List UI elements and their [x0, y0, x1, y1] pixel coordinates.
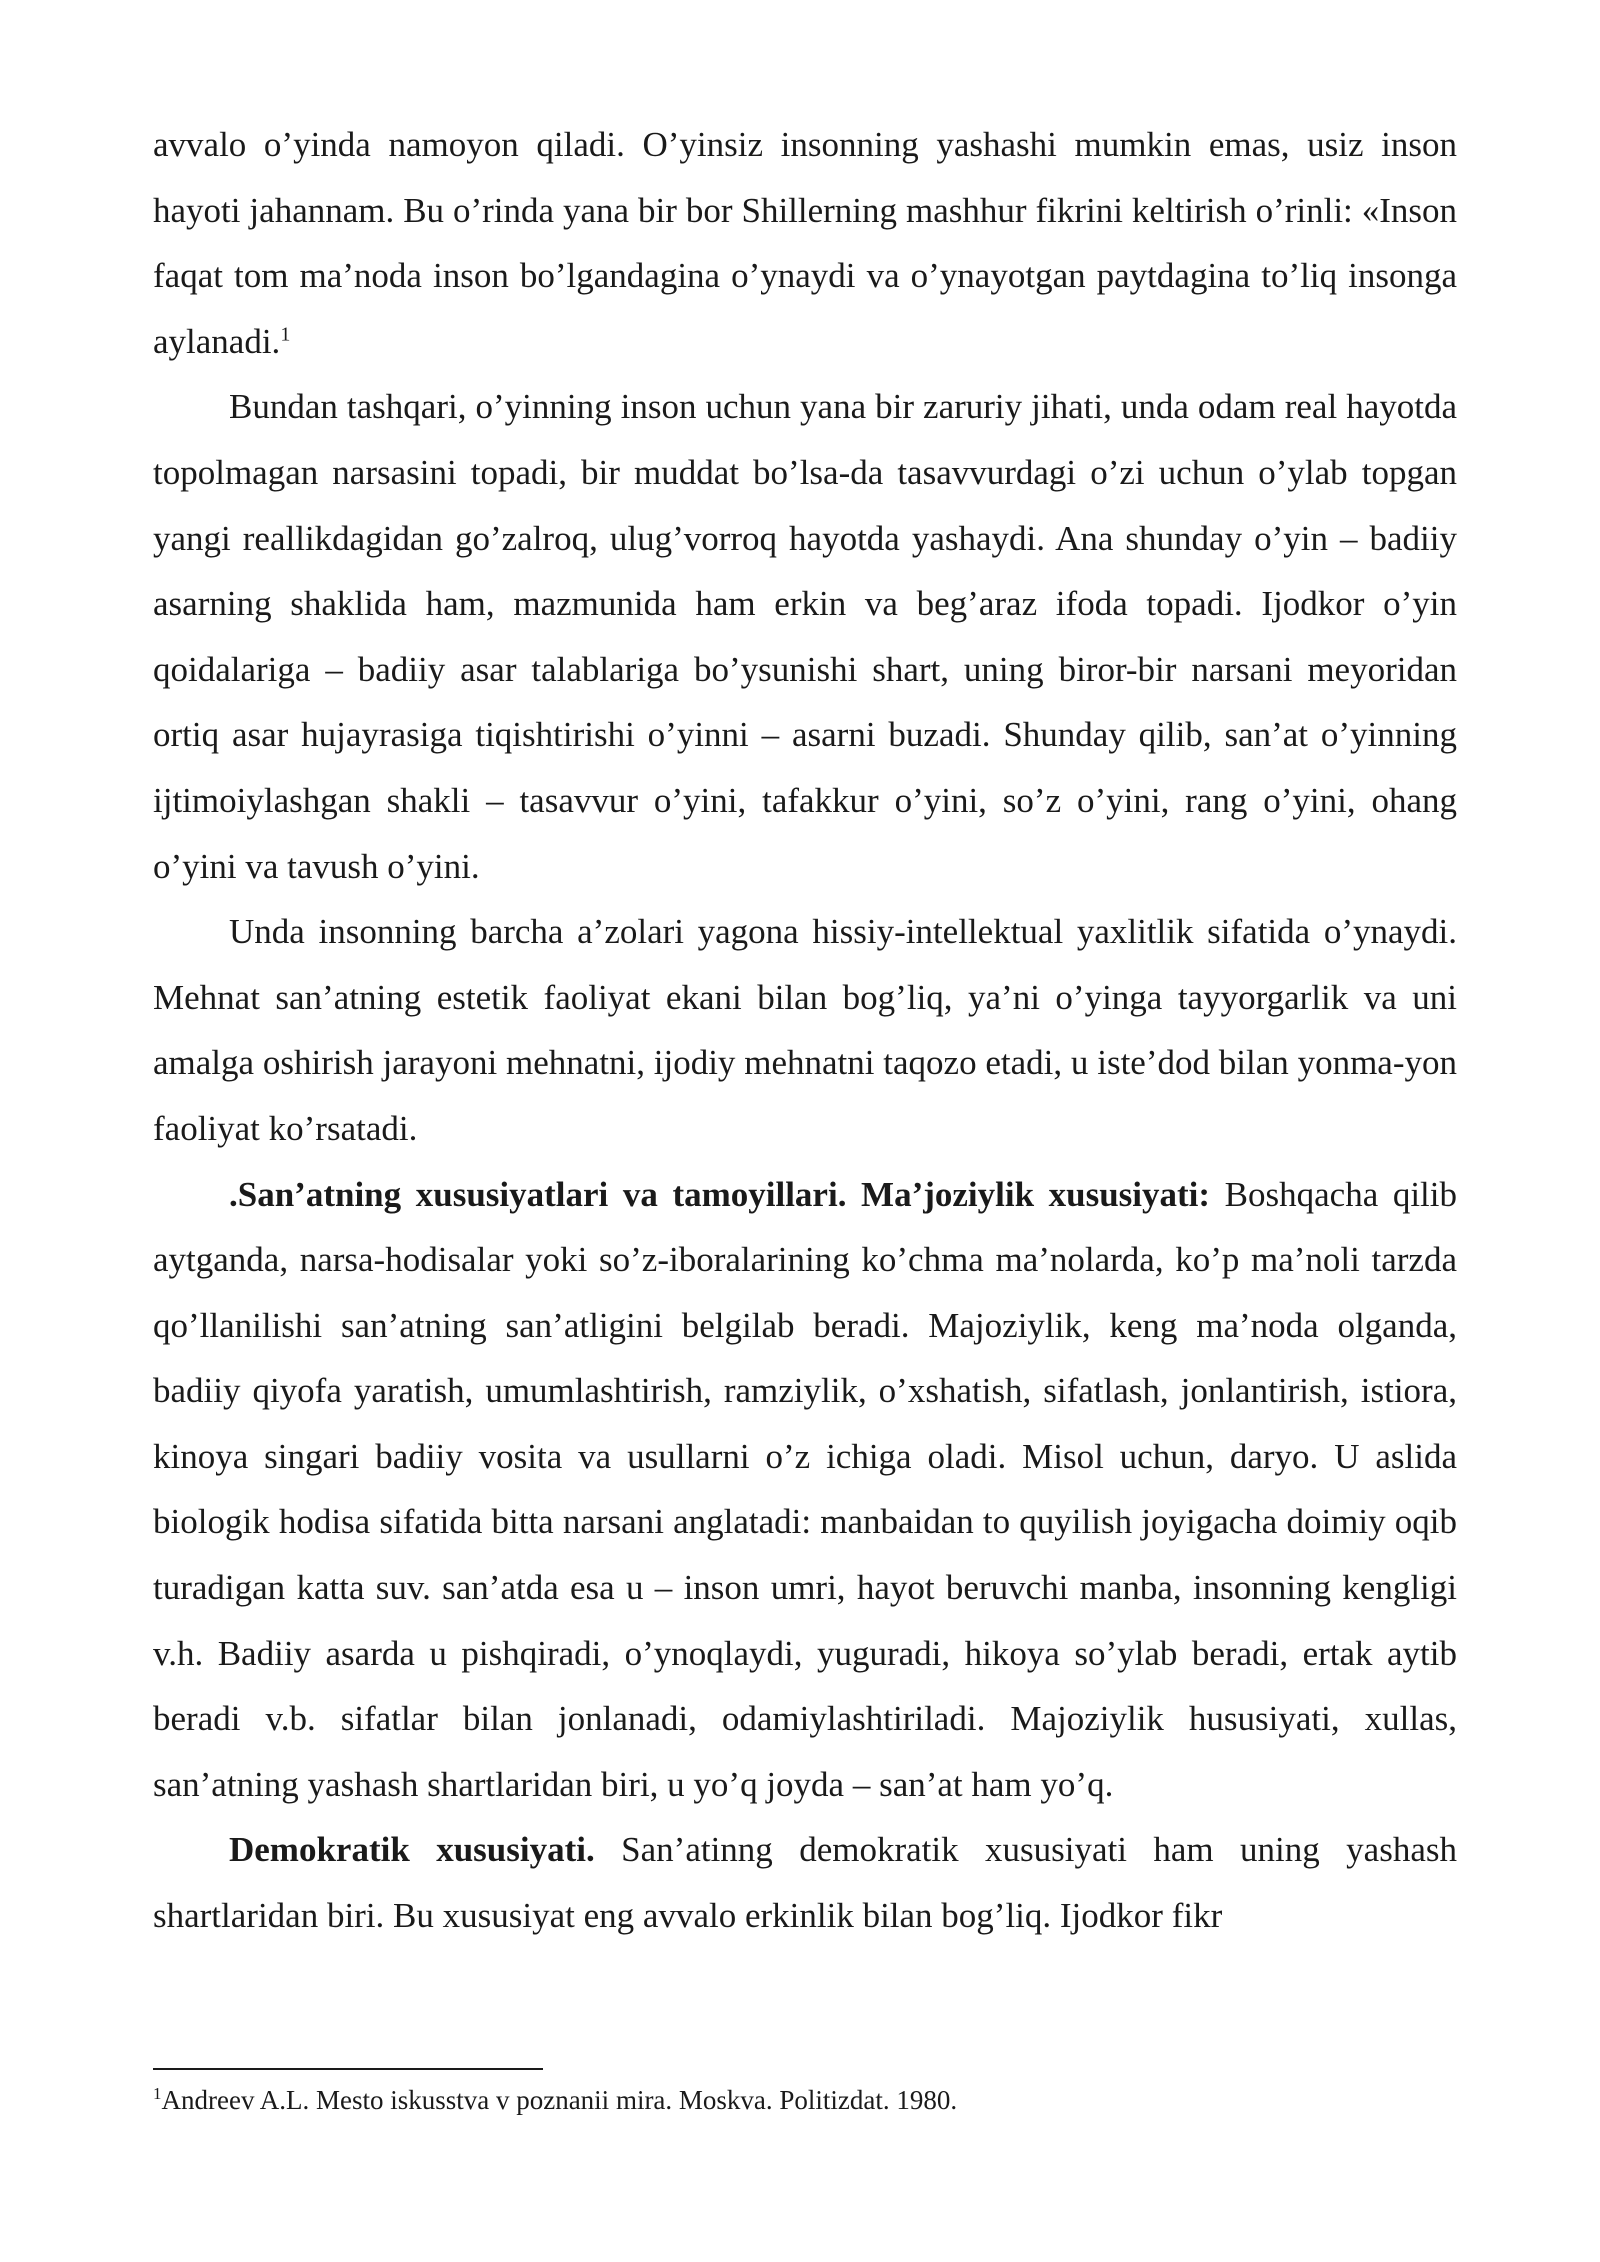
- paragraph-1: [153, 112, 1457, 374]
- paragraph-text: Boshqacha qilib aytganda, narsa-hodisalar yoki so’z-iboralarining ko’chma ma’nolarda, ko’p ma’noli tarzda qo’llanilishi san’atning san’atligini belgilab beradi. Majoziylik, keng ma’noda olganda, badiiy qiyofa yaratish, umumlashtirish, ramziylik, o’xshatish, sifatlash, jonlantirish, istiora, kinoya singari badiiy vosita va usullarni o’z ichiga oladi. Misol uchun, daryo. U aslida biologik hodisa sifatida bitta narsani anglatadi: manbaidan to quyilish joyigacha doimiy oqib turadigan katta suv. san’atda esa u – inson umri, hayot beruvchi manba, insonning kengligi v.h. Badiiy asarda u pishqiradi, o’ynoqlaydi, yuguradi, hikoya so’ylab beradi, ertak aytib beradi v.b. sifatlar bilan jonlanadi, odamiylashtiriladi. Majoziylik hususiyati, xullas, san’atning yashash shartlaridan biri, u yo’q joyda – san’at ham yo’q.: [153, 1174, 1457, 1804]
- footnote-separator: [153, 2068, 543, 2070]
- paragraph-5: [153, 1817, 1457, 1948]
- paragraph-text: Unda insonning barcha a’zolari yagona hissiy-intellektual yaxlitlik sifatida o’ynaydi. Mehnat san’atning estetik faoliyat ekani bilan bog’liq, ya’ni o’yinga tayyorgarlik va uni amalga oshirish jarayoni mehnatni, ijodiy mehnatni taqozo etadi, u iste’dod bilan yonma-yon faoliyat ko’rsatadi.: [153, 912, 1457, 1148]
- paragraph-text: avvalo o’yinda namoyon qiladi. O’yinsiz insonning yashashi mumkin emas, usiz inson hayoti jahannam. Bu o’rinda yana bir bor Shillerning mashhur fikrini keltirish o’rinli: «Inson faqat tom ma’noda inson bo’lgandagina o’ynaydi va o’ynayotgan paytdagina to’liq insonga aylanadi.: [153, 125, 1457, 361]
- paragraph-text: Bundan tashqari, o’yinning inson uchun yana bir zaruriy jihati, unda odam real hayotda topolmagan narsasini topadi, bir muddat bo’lsa-da tasavvurdagi o’zi uchun o’ylab topgan yangi reallikdagidan go’zalroq, ulug’vorroq hayotda yashaydi. Ana shunday o’yin – badiiy asarning shaklida ham, mazmunida ham erkin va beg’araz ifoda topadi. Ijodkor o’yin qoidalariga – badiiy asar talablariga bo’ysunishi shart, uning biror-bir narsani meyoridan ortiq asar hujayrasiga tiqishtirishi o’yinni – asarni buzadi. Shunday qilib, san’at o’yinning ijtimoiylashgan shakli – tasavvur o’yini, tafakkur o’yini, so’z o’yini, rang o’yini, ohang o’yini va tavush o’yini.: [153, 387, 1457, 886]
- footnote-number: 1: [153, 2084, 162, 2103]
- footnote-reference[interactable]: 1: [280, 323, 291, 346]
- paragraph-2: [153, 374, 1457, 899]
- section-heading-majoziylik: .San’atning xususiyatlari va tamoyillari. Ma’joziylik xususiyati:: [229, 1174, 1211, 1214]
- paragraph-4: [153, 1162, 1457, 1818]
- paragraph-text: San’atinng demokratik xususiyati ham uning yashash shartlaridan biri. Bu xususiyat eng avvalo erkinlik bilan bog’liq. Ijodkor fikr: [153, 1830, 1457, 1936]
- footnote: [153, 2082, 1457, 2118]
- footnote-text: Andreev A.L. Mesto iskusstva v poznanii mira. Moskva. Politizdat. 1980.: [161, 2085, 958, 2115]
- paragraph-3: [153, 899, 1457, 1161]
- document-body: [153, 112, 1457, 1949]
- section-heading-demokratik: Demokratik xususiyati.: [229, 1830, 595, 1870]
